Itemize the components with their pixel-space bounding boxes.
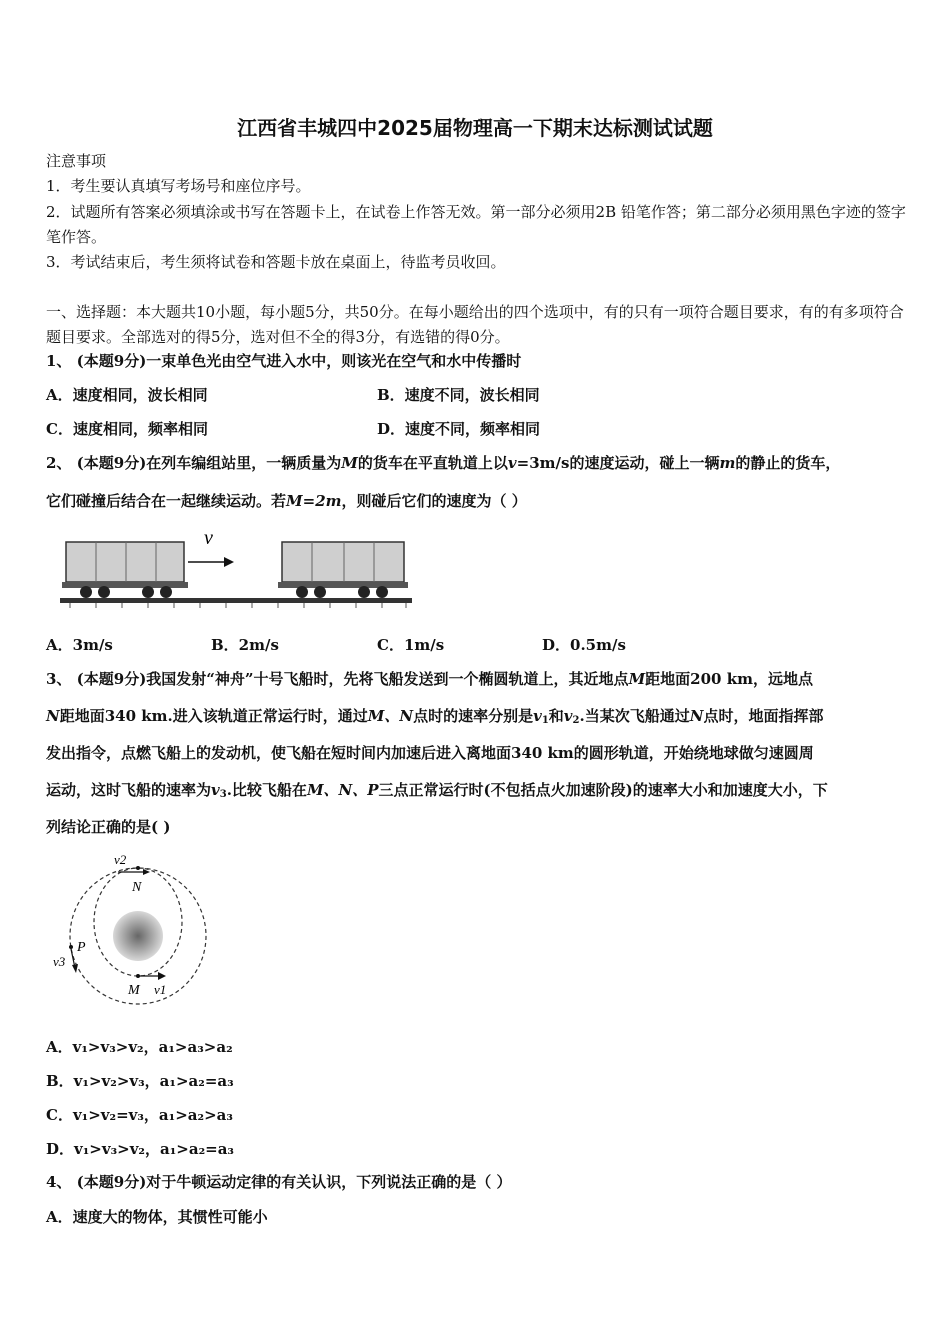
q3-option-b: B．v₁>v₂>v₃，a₁>a₂=a₃	[46, 1072, 234, 1090]
velocity-arrowhead	[224, 557, 234, 567]
q3-point-N2: N	[689, 707, 704, 725]
label-v1: v1	[154, 982, 167, 997]
label-v3: v3	[53, 954, 66, 969]
q2-stem-b: 的货车在平直轨道上以	[357, 454, 508, 472]
q3-option-a: A．v₁>v₃>v₂，a₁>a₃>a₂	[46, 1038, 233, 1056]
q2-velocity-v: v	[507, 454, 517, 472]
q3-point-M: M	[628, 670, 646, 688]
q2-stem-line2	[46, 490, 527, 512]
q2-condition: M=2m	[286, 492, 342, 510]
notice-item-3: 3．考试结束后，考生须将试卷和答题卡放在桌面上，待监考员收回。	[46, 253, 506, 271]
q1-stem: 1、 (本题9分)一束单色光由空气进入水中，则该光在空气和水中传播时	[46, 352, 522, 370]
q4-stem: 4、 (本题9分)对于牛顿运动定律的有关认识，下列说法正确的是（ ）	[46, 1173, 512, 1191]
q3-line2-e: 点时，地面指挥部	[703, 707, 824, 725]
page-title: 江西省丰城四中2025届物理高一下期末达标测试试题	[237, 116, 713, 140]
earth	[113, 911, 163, 961]
label-M: M	[128, 983, 140, 998]
q2-stem-line1	[46, 452, 840, 474]
q1-option-a: A．速度相同，波长相同	[46, 386, 208, 404]
q3-line2: N距地面340 km.进入该轨道正常运行时，通过M、N点时的速率分别是$v_1$和$v_2$.当某次飞船通过N点时，地面指挥部	[46, 707, 824, 726]
q3-line2-d: .当某次飞船通过	[579, 707, 690, 725]
q2-stem-a: 2、 (本题9分)在列车编组站里，一辆质量为	[46, 454, 342, 472]
q2-stem-d-part: 的静止的货车，	[735, 454, 841, 472]
q2-mass-m: m	[719, 454, 736, 472]
q3-line1-b: 距地面200 km，远地点	[645, 670, 813, 688]
stationary-wagon	[278, 542, 408, 598]
q3-line1	[46, 668, 813, 690]
q2-option-d: D．0.5m/s	[542, 636, 626, 654]
q3-line2-a: 距地面340 km.进入该轨道正常运行时，通过	[59, 707, 368, 725]
q3-option-d: D．v₁>v₃>v₂，a₁>a₂=a₃	[46, 1140, 235, 1158]
q4-option-a: A．速度大的物体，其惯性可能小	[46, 1208, 268, 1226]
q2-stem-c: =3m/s的速度运动，碰上一辆	[516, 454, 720, 472]
q2-option-b: B．2m/s	[211, 636, 279, 654]
q3-line4: 运动，这时飞船的速率为$v_3$.比较飞船在M、N、P三点正常运行时(不包括点火加速阶段)的速率大小和加速度大小，下	[46, 781, 828, 800]
q3-line1-a: 3、 (本题9分)我国发射“神舟”十号飞船时，先将飞船发送到一个椭圆轨道上，其近地点	[46, 670, 629, 688]
q2-stem-e: ，则碰后它们的速度为（ ）	[341, 492, 527, 510]
q2-option-a: A．3m/s	[46, 636, 113, 654]
notice-item-2: 2．试题所有答案必须填涂或书写在答题卡上，在试卷上作答无效。第一部分必须用2B 铅笔作答；第二部分必须用黑色字迹的签字笔作答。	[46, 203, 906, 246]
label-v2: v2	[114, 852, 127, 867]
q2-option-c: C．1m/s	[377, 636, 445, 654]
label-P: P	[77, 940, 86, 955]
q2-train-figure	[56, 524, 416, 612]
notice-heading: 注意事项	[46, 152, 107, 170]
rail	[60, 598, 412, 603]
point-P-dot	[69, 945, 73, 949]
q2-mass-M: M	[341, 454, 358, 472]
q3-line4-c: 三点正常运行时(不包括点火加速阶段)的速率大小和加速度大小，下	[378, 781, 828, 799]
q3-option-c: C．v₁>v₂=v₃，a₁>a₂>a₃	[46, 1106, 233, 1124]
q3-point-N: N	[46, 707, 60, 725]
rail-ties	[70, 603, 406, 608]
moving-wagon	[62, 542, 188, 598]
q3-line2-c: 和	[548, 707, 564, 725]
q3-line4-b: .比较飞船在	[226, 781, 307, 799]
q3-line4-a: 运动，这时飞船的速率为	[46, 781, 212, 799]
q3-line5: 列结论正确的是( )	[46, 818, 171, 836]
q3-orbit-figure	[50, 848, 220, 1008]
q2-stem-d2: 它们碰撞后结合在一起继续运动。若	[46, 492, 287, 510]
q3-line2-b: 点时的速率分别是	[413, 707, 534, 725]
q1-option-d: D．速度不同，频率相同	[377, 420, 541, 438]
q3-points-MN: M、N	[367, 707, 414, 725]
q1-option-b: B．速度不同，波长相同	[377, 386, 540, 404]
q3-points-MNP: M、N、P	[306, 781, 379, 799]
velocity-label: v	[204, 527, 213, 549]
label-N: N	[132, 880, 142, 895]
q1-option-c: C．速度相同，频率相同	[46, 420, 208, 438]
point-N-dot	[136, 866, 140, 870]
section-intro: 一、选择题：本大题共10小题，每小题5分，共50分。在每小题给出的四个选项中，有的只有一项符合题目要求，有的有多项符合题目要求。全部选对的得5分，选对但不全的得3分，有选错的得0分。	[46, 303, 904, 346]
notice-item-1: 1．考生要认真填写考场号和座位序号。	[46, 177, 311, 195]
q3-line3: 发出指令，点燃飞船上的发动机，使飞船在短时间内加速后进入离地面340 km的圆形轨道，开始绕地球做匀速圆周	[46, 744, 814, 762]
